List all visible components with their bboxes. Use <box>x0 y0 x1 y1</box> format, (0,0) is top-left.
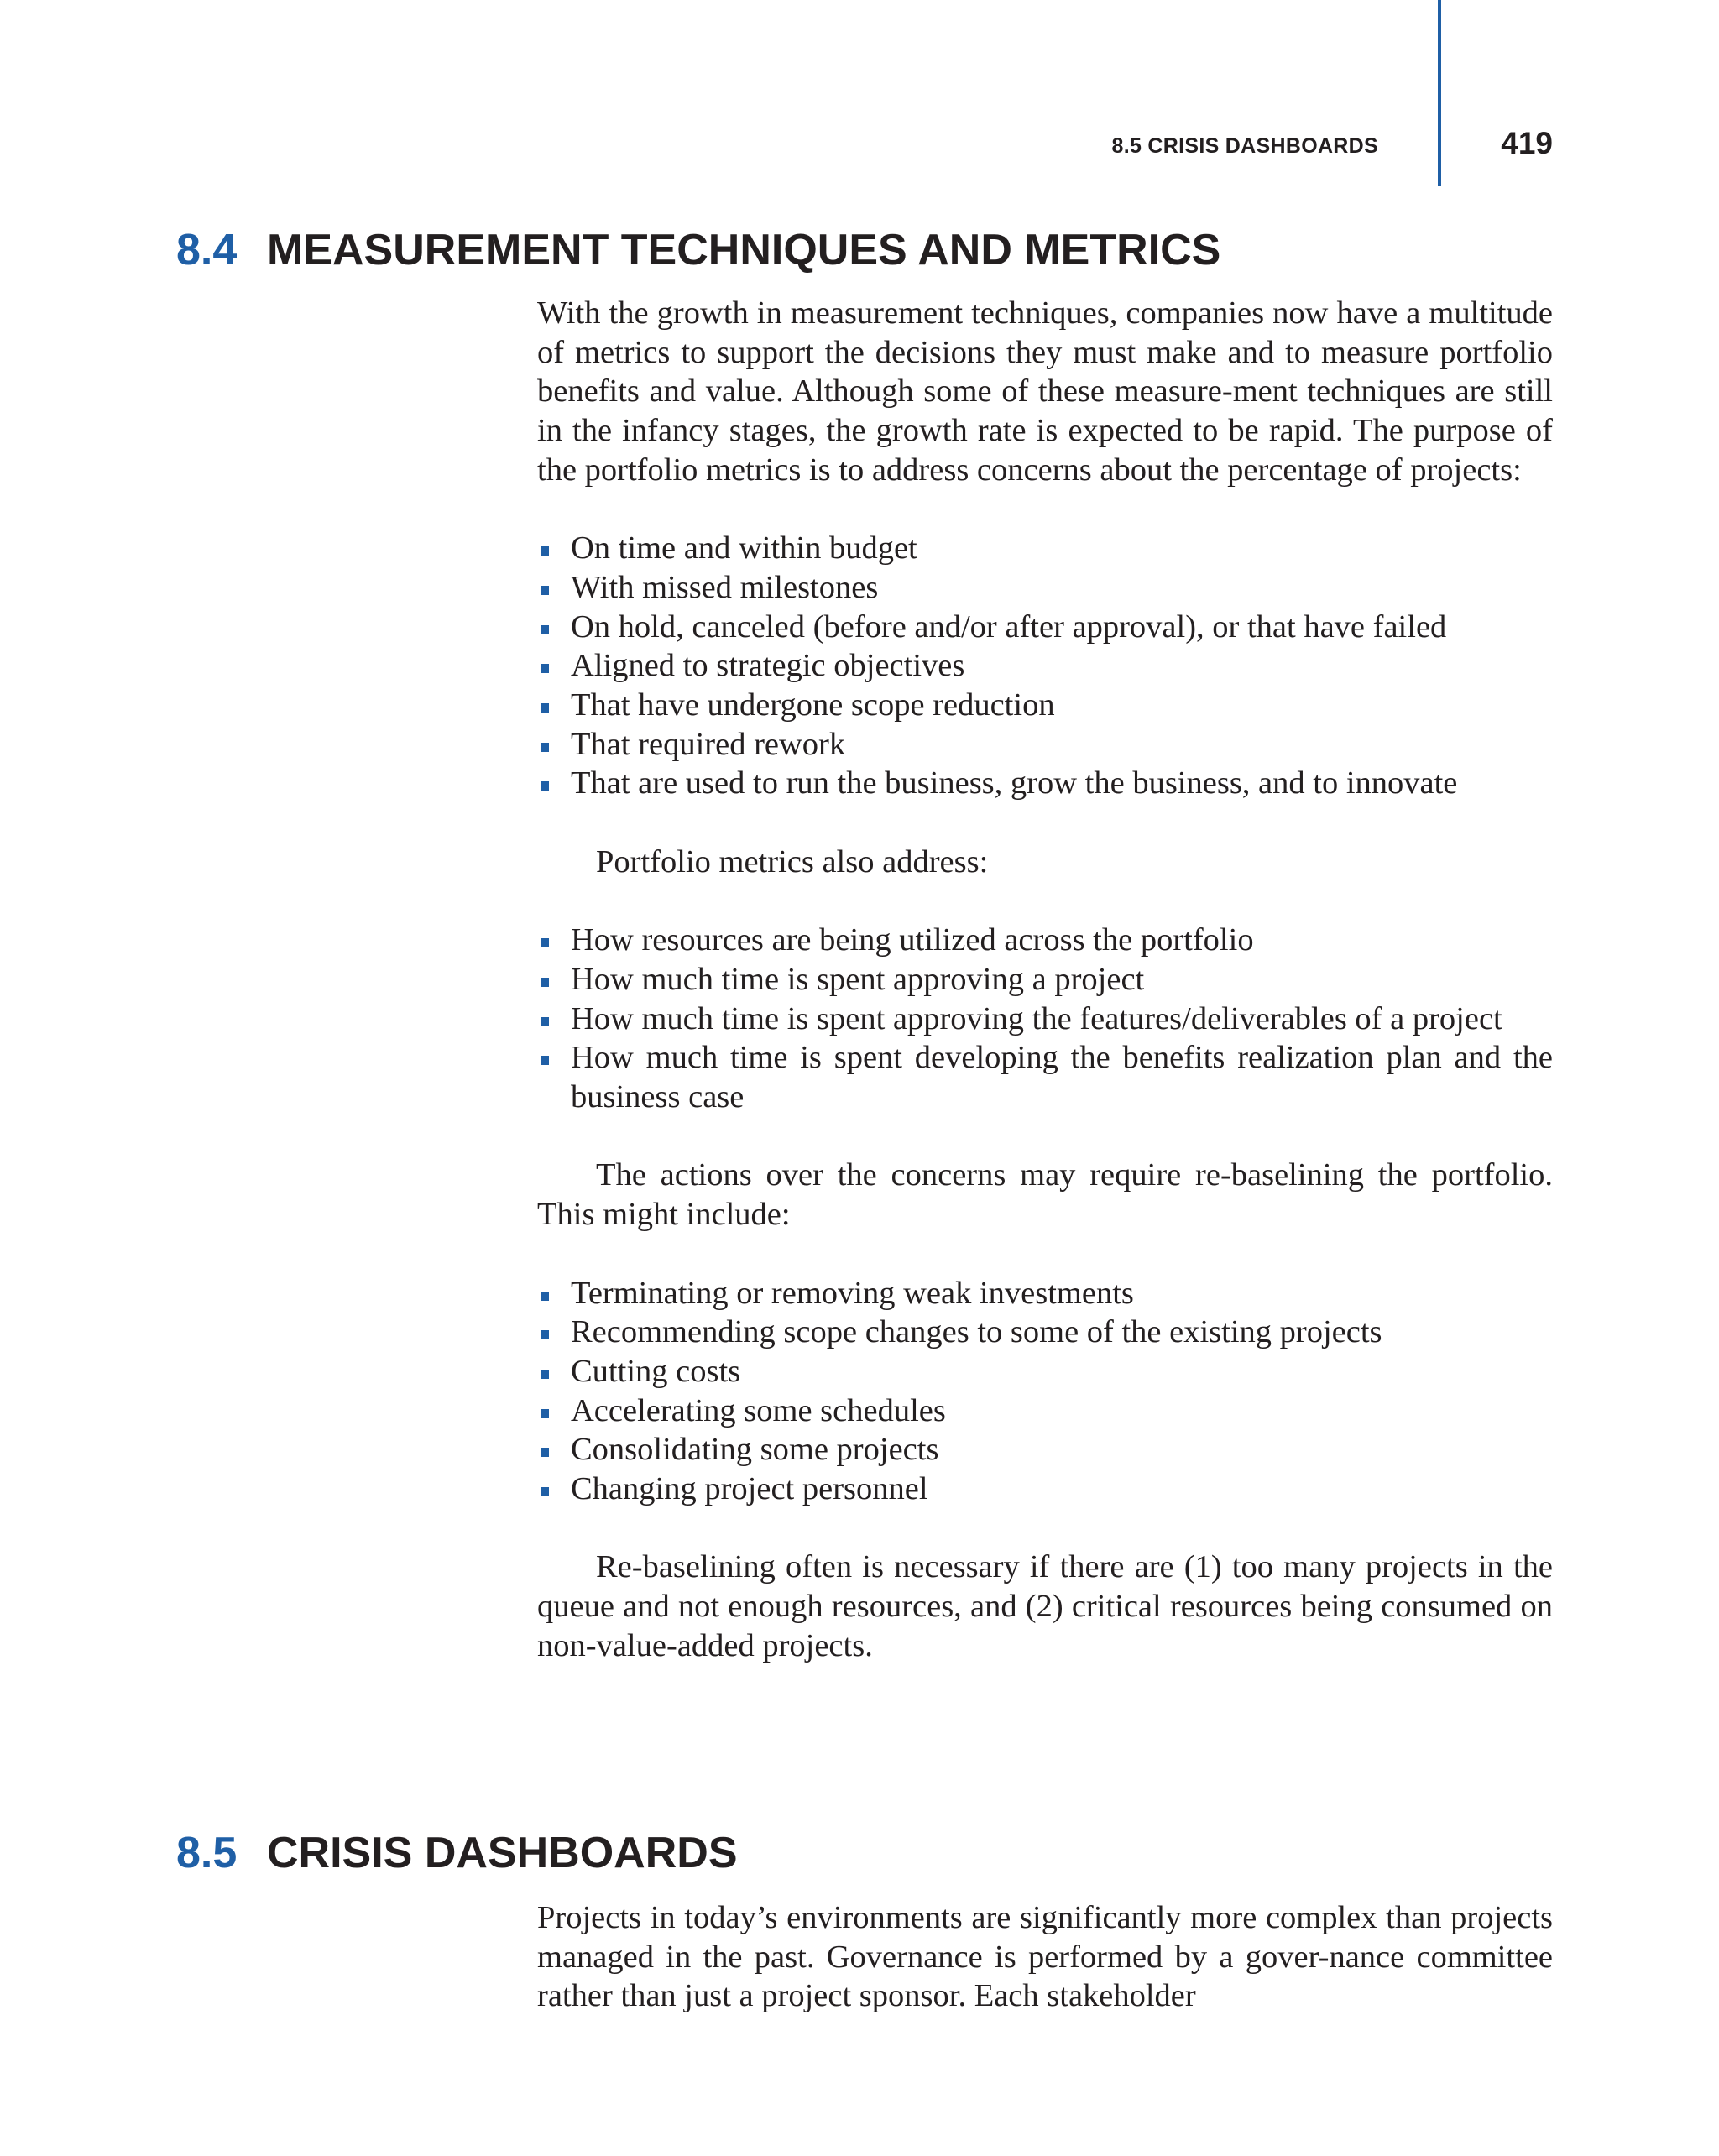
section-title: CRISIS DASHBOARDS <box>267 1829 738 1877</box>
section-8-4-body <box>537 294 1553 1666</box>
intro-paragraph: With the growth in measurement techniques, companies now have a multitude of metrics to support the decisions they must make and to measure portfolio benefits and value. Although some of these measure-ment techniques are still in the infancy stages, the growth rate is expected to be rapid. The purpose of the portfolio metrics is to address concerns about the percentage of projects: <box>537 295 1553 488</box>
bullet-square-icon <box>541 1448 549 1457</box>
section-number: 8.4 <box>176 226 238 274</box>
list-item: Consolidating some projects <box>537 1430 1553 1470</box>
bullet-square-icon <box>541 1487 549 1496</box>
bullet-square-icon <box>541 781 549 791</box>
bullet-square-icon <box>541 664 549 673</box>
bullet-square-icon <box>541 1330 549 1339</box>
bullet-square-icon <box>541 743 549 752</box>
bullet-square-icon <box>541 978 549 987</box>
section-number: 8.5 <box>176 1829 238 1877</box>
list-item: Terminating or removing weak investments <box>537 1274 1553 1313</box>
list-item: How much time is spent approving the features/deliverables of a project <box>537 1000 1553 1039</box>
bullet-square-icon <box>541 1370 549 1379</box>
list-item: Accelerating some schedules <box>537 1391 1553 1431</box>
list-item: Changing project personnel <box>537 1470 1553 1509</box>
page-number: 419 <box>1501 126 1553 160</box>
bullet-square-icon <box>541 1017 549 1026</box>
section-heading-8-4 <box>176 225 1220 275</box>
list-item: Recommending scope changes to some of the existing projects <box>537 1313 1553 1352</box>
bullet-square-icon <box>541 938 549 947</box>
list-item: On time and within budget <box>537 529 1553 568</box>
section-8-5-body <box>537 1898 1553 2016</box>
running-head: 8.5 CRISIS DASHBOARDS <box>1111 134 1378 158</box>
bullet-square-icon <box>541 625 549 634</box>
list-item: With missed milestones <box>537 568 1553 608</box>
crisis-dashboards-paragraph: Projects in today’s environments are significantly more complex than projects managed in the past. Governance is performed by a gover-nance committee rather than just a project sponsor. Each stakeholder <box>537 1900 1553 2014</box>
bullet-square-icon <box>541 1056 549 1065</box>
list-item: That required rework <box>537 725 1553 765</box>
paragraph-also-address: Portfolio metrics also address: <box>596 843 989 880</box>
bullet-square-icon <box>541 586 549 595</box>
section-title: MEASUREMENT TECHNIQUES AND METRICS <box>267 226 1221 274</box>
paragraph-re-baselining-intro: The actions over the concerns may require re-baselining the portfolio. This might include: <box>537 1157 1553 1233</box>
section-heading-8-5 <box>176 1828 738 1878</box>
list-item: On hold, canceled (before and/or after approval), or that have failed <box>537 608 1553 647</box>
bullet-list-re-baselining <box>537 1274 1553 1509</box>
bullet-list-also-address <box>537 921 1553 1117</box>
list-item: How resources are being utilized across the portfolio <box>537 921 1553 960</box>
bullet-square-icon <box>541 703 549 713</box>
bullet-square-icon <box>541 546 549 556</box>
header-rule <box>1438 0 1441 186</box>
bullet-square-icon <box>541 1409 549 1418</box>
list-item: Aligned to strategic objectives <box>537 646 1553 686</box>
list-item: Cutting costs <box>537 1352 1553 1391</box>
list-item: That are used to run the business, grow the business, and to innovate <box>537 764 1553 803</box>
bullet-list-concerns <box>537 529 1553 803</box>
paragraph-re-baselining-necessity: Re-baselining often is necessary if there are (1) too many projects in the queue and not enough resources, and (2) critical resources being consumed on non-value-added projects. <box>537 1549 1553 1663</box>
list-item: How much time is spent developing the benefits realization plan and the business case <box>537 1038 1553 1116</box>
bullet-square-icon <box>541 1292 549 1301</box>
list-item: That have undergone scope reduction <box>537 686 1553 725</box>
list-item: How much time is spent approving a project <box>537 960 1553 1000</box>
